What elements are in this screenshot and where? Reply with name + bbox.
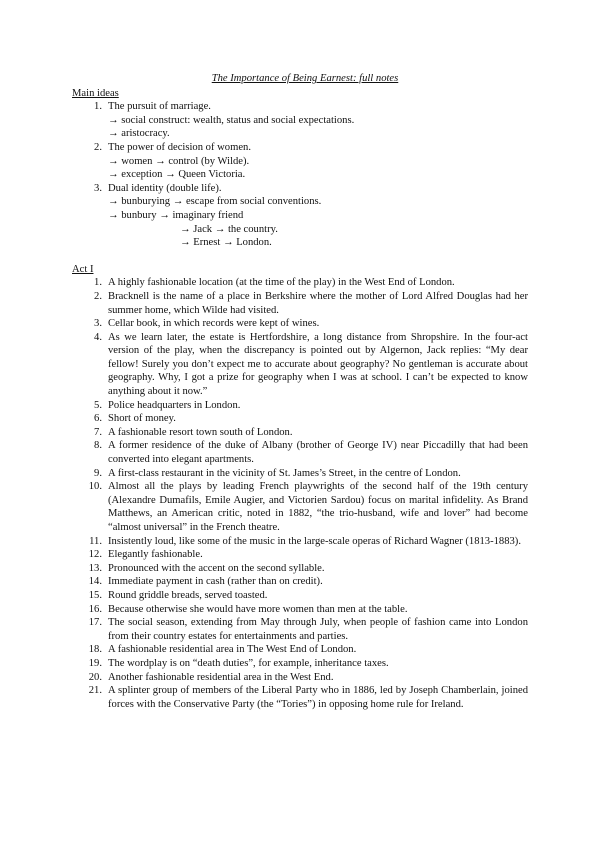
act1-note-text: Police headquarters in London. — [108, 399, 241, 411]
act1-note-text: Pronounced with the accent on the second syllable. — [108, 562, 325, 574]
list-number: 13. — [88, 562, 102, 574]
act1-note-text: Short of money. — [108, 413, 176, 425]
act1-note-item — [72, 684, 528, 711]
act1-note-item — [72, 439, 528, 466]
list-number: 2. — [94, 290, 102, 302]
act1-note-item — [72, 548, 528, 562]
act1-note-text: Bracknell is the name of a place in Berkshire where the mother of Lord Alfred Douglas had her summer home, which Wilde had visited. — [108, 290, 528, 316]
main-idea-subpoint: → women → control (by Wilde). — [108, 155, 250, 167]
act1-note-item — [72, 671, 528, 685]
act1-note-item — [72, 616, 528, 643]
list-number: 14. — [88, 576, 102, 588]
main-idea-item — [72, 100, 528, 141]
act1-note-text: A highly fashionable location (at the time of the play) in the West End of London. — [108, 277, 455, 289]
main-idea-subpoint: → bunbury → imaginary friend — [108, 209, 244, 221]
act1-note-text: Cellar book, in which records were kept of wines. — [108, 318, 320, 330]
list-number: 18. — [88, 644, 102, 656]
act1-note-text: A splinter group of members of the Liberal Party who in 1886, led by Joseph Chamberlain, joined forces with the Conservative Party (the “Tories”) in opposing home rule for Ireland. — [108, 685, 528, 710]
main-idea-text: The pursuit of marriage. — [108, 101, 211, 113]
list-number: 16. — [88, 603, 102, 615]
act1-note-text: Almost all the plays by leading French playwrights of the second half of the 19th century (Alexandre Dumafils, Emile Augier, and Victorien Sardou) focus on marital infidelity. As Brand Matthews, an American critic, noted in 1882, “the trio-husband, wife and lover” had become “almost universal” in the French theatre. — [108, 481, 528, 533]
main-idea-nested-subpoint: → Jack → the country. — [180, 223, 278, 235]
act1-note-text: Another fashionable residential area in the West End. — [108, 671, 334, 683]
act1-note-text: The wordplay is on “death duties”, for example, inheritance taxes. — [108, 657, 389, 669]
act1-note-text: A fashionable resort town south of London. — [108, 426, 293, 438]
act1-note-item — [72, 643, 528, 657]
act1-note-item — [72, 603, 528, 617]
act1-notes-list — [72, 276, 528, 711]
list-number: 19. — [88, 657, 102, 669]
act1-note-item — [72, 480, 528, 534]
act1-note-text: A former residence of the duke of Albany (brother of George IV) near Piccadilly that had been converted into elegant apartments. — [108, 440, 528, 466]
act1-note-item — [72, 276, 528, 290]
act1-note-text: A first-class restaurant in the vicinity of St. James’s Street, in the centre of London. — [108, 467, 461, 479]
list-number: 17. — [88, 617, 102, 629]
act1-note-text: Round griddle breads, served toasted. — [108, 589, 268, 601]
main-idea-nested-subpoint: → Ernest → London. — [180, 237, 272, 249]
main-idea-text: The power of decision of women. — [108, 141, 251, 153]
list-number: 11. — [89, 535, 102, 547]
list-number: 20. — [88, 671, 102, 683]
list-number: 3. — [94, 318, 102, 330]
list-number: 9. — [94, 467, 102, 479]
act1-note-text: The social season, extending from May through July, when people of fashion came into London from their country estates for entertainments and parties. — [108, 617, 528, 642]
act1-note-item — [72, 426, 528, 440]
list-number: 12. — [88, 549, 102, 561]
act1-note-text: Immediate payment in cash (rather than on credit). — [108, 576, 323, 588]
list-number: 5. — [94, 399, 102, 411]
main-idea-item — [72, 182, 528, 250]
main-idea-subpoint: → exception → Queen Victoria. — [108, 169, 246, 181]
list-number: 10. — [88, 481, 102, 493]
act1-note-item — [72, 467, 528, 481]
main-ideas-heading: Main ideas — [72, 87, 119, 99]
act1-note-item — [72, 657, 528, 671]
act1-note-item — [72, 290, 528, 317]
list-number: 7. — [94, 426, 102, 438]
main-idea-subpoint: → social construct: wealth, status and social expectations. — [108, 114, 355, 126]
list-number: 15. — [88, 589, 102, 601]
act1-note-text: As we learn later, the estate is Hertfordshire, a long distance from Shropshire. In the four-act version of the play, when the discrepancy is pointed out by Algernon, Jack replies: “My dear fellow! Surely you don’t expect me to accurate about geography? No gentleman is accurate about geography. Why, I got a prize for geography when I was at school. I can’t be expected to know anything about it now.” — [108, 331, 528, 398]
act1-heading: Act I — [72, 263, 94, 275]
main-idea-text: Dual identity (double life). — [108, 182, 222, 194]
list-number: 8. — [94, 440, 102, 452]
list-number: 4. — [94, 331, 102, 343]
document-title: The Importance of Being Earnest: full notes — [211, 73, 399, 84]
document-page — [72, 72, 528, 711]
act1-note-item — [72, 399, 528, 413]
act1-note-item — [72, 589, 528, 603]
act1-note-item — [72, 412, 528, 426]
act1-note-text: Insistently loud, like some of the music in the large-scale operas of Richard Wagner (1813-1883). — [108, 535, 521, 547]
act1-note-item — [72, 331, 528, 399]
main-idea-item — [72, 141, 528, 182]
main-ideas-list — [72, 100, 528, 250]
main-idea-subpoint: → bunburying → escape from social conventions. — [108, 196, 322, 208]
main-idea-subpoint: → aristocracy. — [108, 128, 170, 140]
act1-note-item — [72, 575, 528, 589]
act1-note-text: Elegantly fashionable. — [108, 549, 203, 561]
list-number: 6. — [94, 413, 102, 425]
act1-note-text: A fashionable residential area in The West End of London. — [108, 644, 357, 656]
act1-note-text: Because otherwise she would have more women than men at the table. — [108, 603, 408, 615]
act1-note-item — [72, 317, 528, 331]
list-number: 1. — [94, 277, 102, 289]
list-number: 21. — [88, 685, 102, 697]
section-spacer — [72, 250, 528, 263]
list-number: 2. — [94, 141, 102, 153]
act1-note-item — [72, 562, 528, 576]
act1-note-item — [72, 535, 528, 549]
list-number: 1. — [94, 101, 102, 113]
list-number: 3. — [94, 182, 102, 194]
